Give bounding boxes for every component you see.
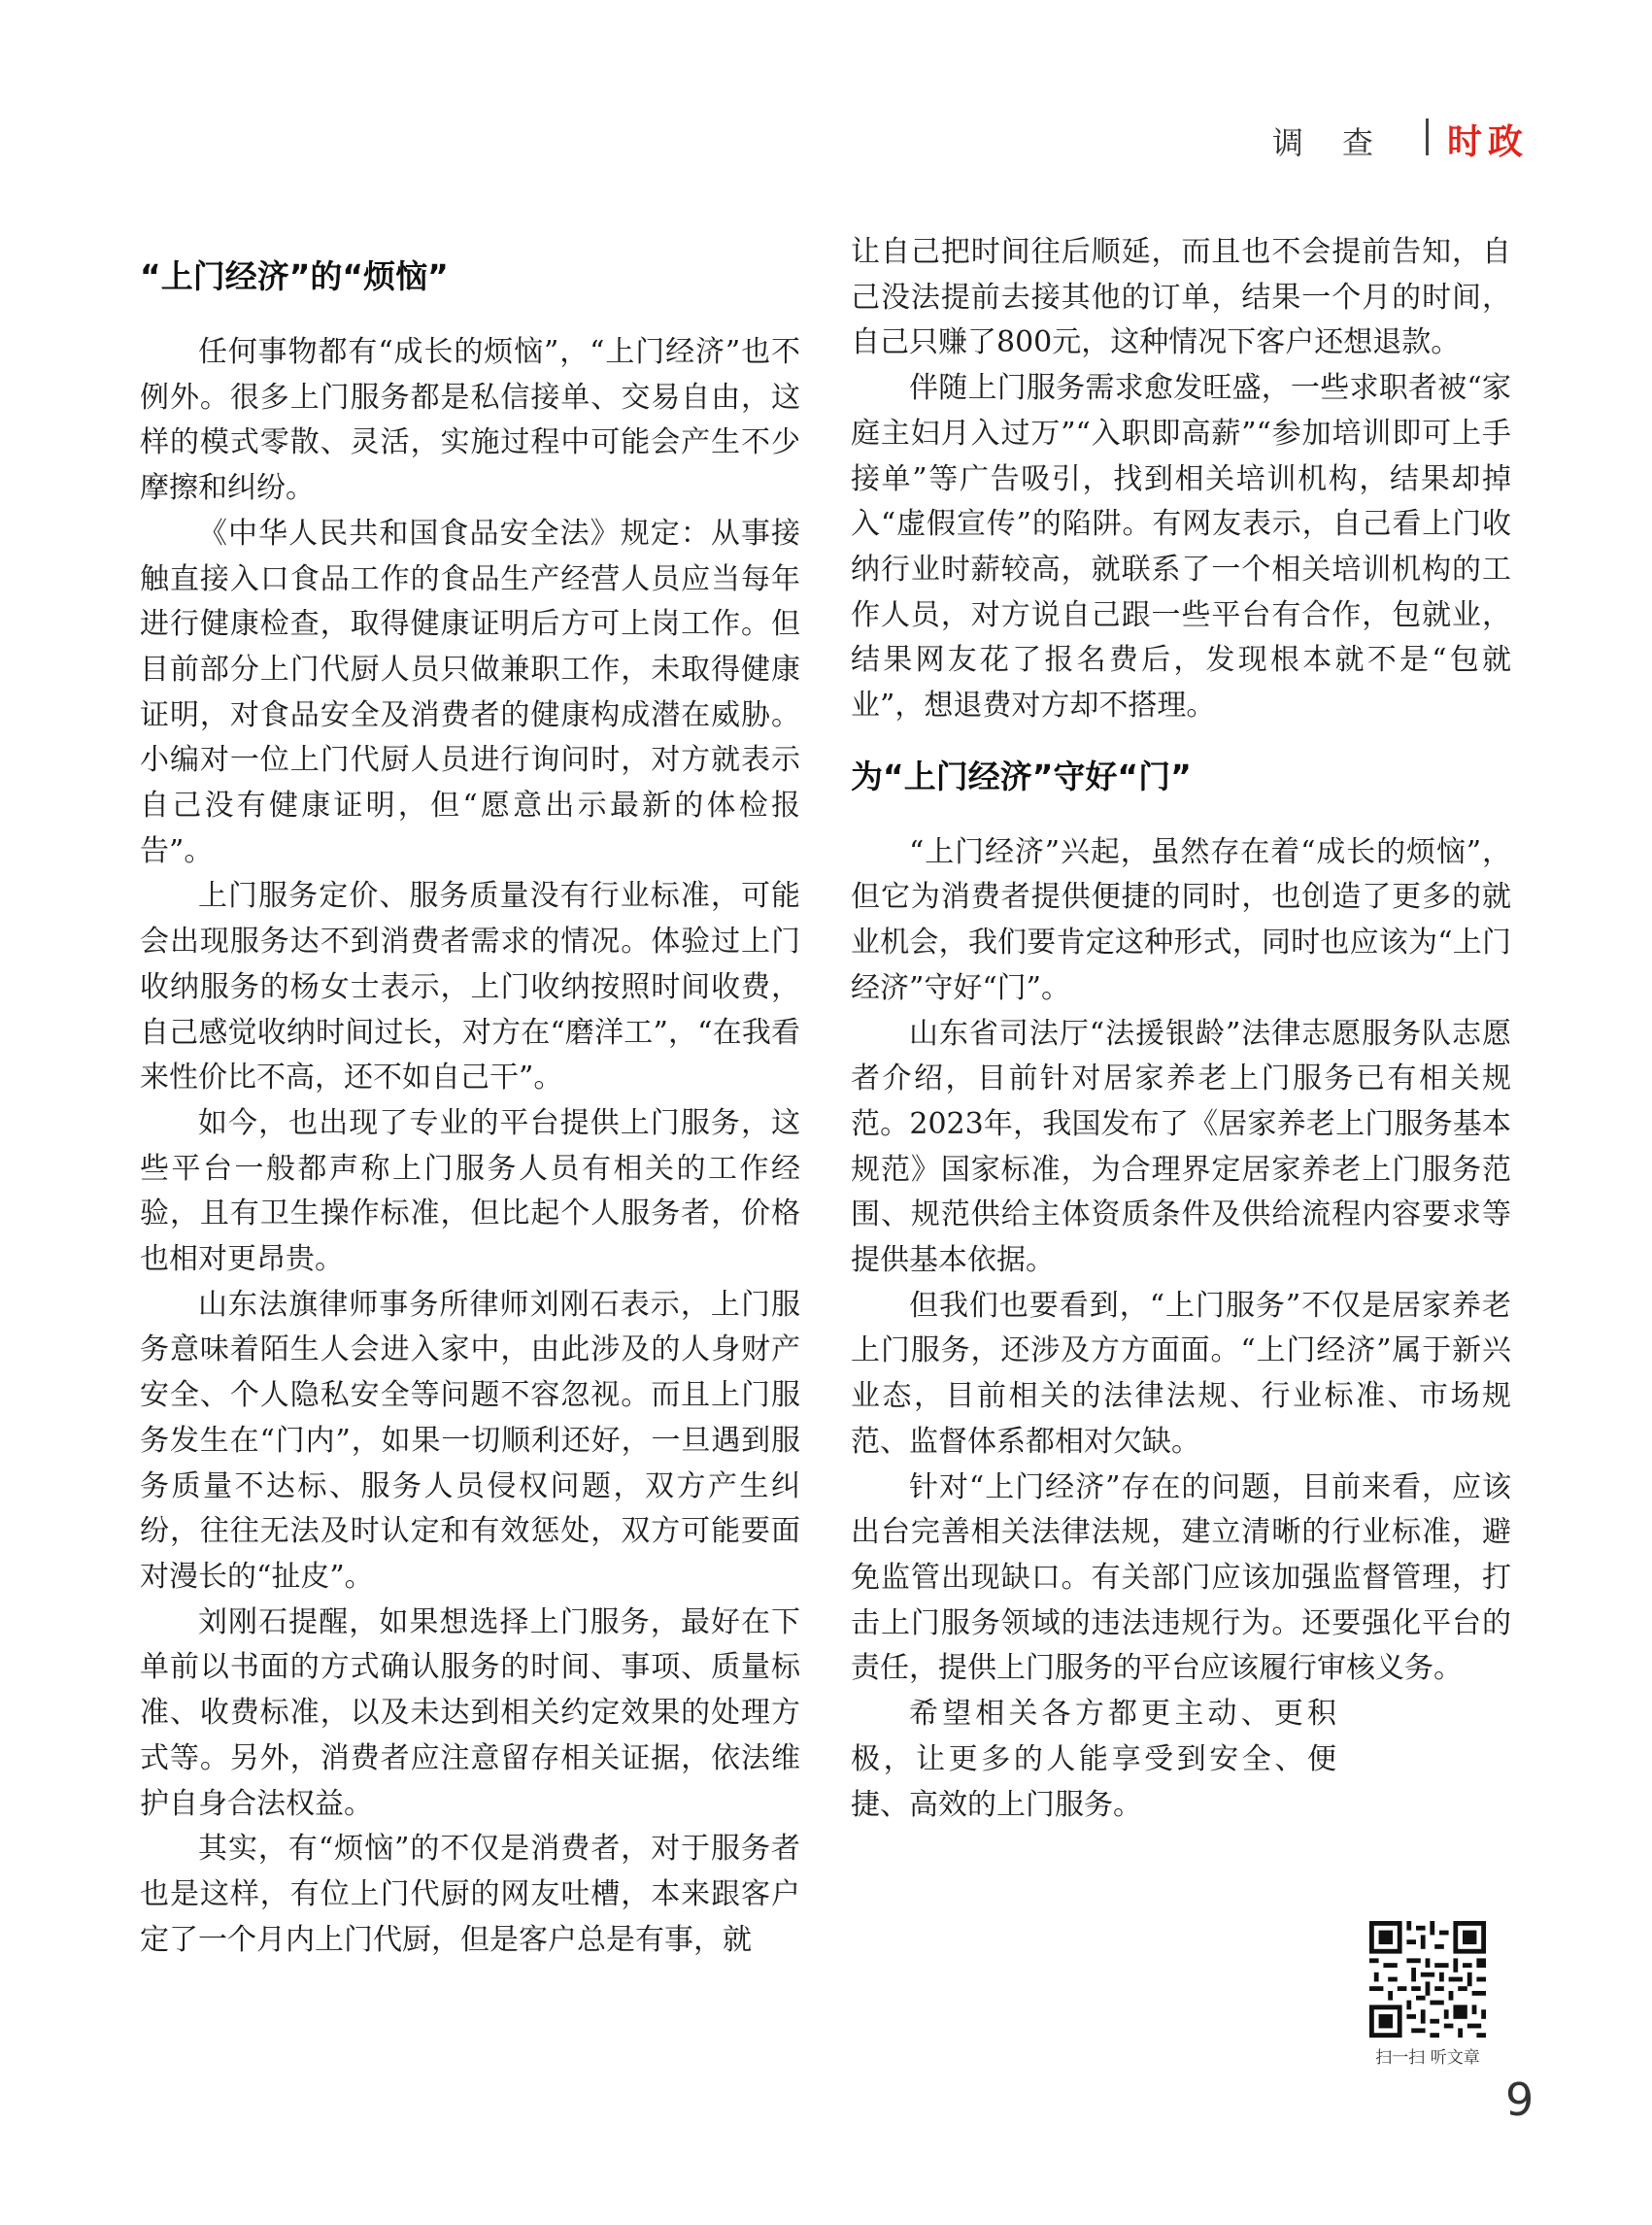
left-column: [140, 0, 800, 1963]
paragraph-closing: 希望相关各方都更主动、更积极，让更多的人能享受到安全、便捷、高效的上门服务。: [851, 1697, 1336, 1822]
paragraph: 山东省司法厅“法援银龄”法律志愿服务队志愿者介绍，目前针对居家养老上门服务已有相关规范。2023年，我国发布了《居家养老上门服务基本规范》国家标准，为合理界定居家养老上门服务范围、规范供给主体资质条件及供给流程内容要求等提供基本依据。: [851, 1016, 1511, 1278]
qr-caption: 扫一扫 听文章: [1375, 2048, 1480, 2068]
paragraph-continued: 让自己把时间往后顺延，而且也不会提前告知，自己没法提前去接其他的订单，结果一个月的时间，自己只赚了800元，这种情况下客户还想退款。: [851, 235, 1511, 360]
section-heading-guard: 为“上门经济”守好“门”: [851, 757, 1192, 795]
qr-code-icon: [1369, 1921, 1486, 2038]
paragraph: 针对“上门经济”存在的问题，目前来看，应该出台完善相关法律法规，建立清晰的行业标准，避免监管出现缺口。有关部门应该加强监督管理，打击上门服务领域的违法违规行为。还要强化平台的责任，提供上门服务的平台应该履行审核义务。: [851, 1469, 1511, 1686]
paragraph: 如今，也出现了专业的平台提供上门服务，这些平台一般都声称上门服务人员有相关的工作经验，且有卫生操作标准，但比起个人服务者，价格也相对更昂贵。: [140, 1105, 800, 1277]
section-heading-troubles: “上门经济”的“烦恼”: [140, 257, 449, 295]
qr-code-block: [1369, 1921, 1486, 2068]
paragraph: 上门服务定价、服务质量没有行业标准，可能会出现服务达不到消费者需求的情况。体验过上门收纳服务的杨女士表示，上门收纳按照时间收费，自己感觉收纳时间过长，对方在“磨洋工”，“在我看来性价比不高，还不如自己干”。: [140, 879, 800, 1096]
paragraph: 《中华人民共和国食品安全法》规定：从事接触直接入口食品工作的食品生产经营人员应当每年进行健康检查，取得健康证明后方可上岗工作。但目前部分上门代厨人员只做兼职工作，未取得健康证明，对食品安全及消费者的健康构成潜在威胁。小编对一位上门代厨人员进行询问时，对方就表示自己没有健康证明，但“愿意出示最新的体检报告”。: [140, 516, 800, 868]
header-section: 时政: [1447, 122, 1530, 162]
paragraph: 山东法旗律师事务所律师刘刚石表示，上门服务意味着陌生人会进入家中，由此涉及的人身财产安全、个人隐私安全等问题不容忽视。而且上门服务发生在“门内”，如果一切顺利还好，一旦遇到服务质量不达标、服务人员侵权问题，双方产生纠纷，往往无法及时认定和有效惩处，双方可能要面对漫长的“扯皮”。: [140, 1287, 800, 1594]
paragraph: 但我们也要看到，“上门服务”不仅是居家养老上门服务，还涉及方方面面。“上门经济”属于新兴业态，目前相关的法律法规、行业标准、市场规范、监督体系都相对欠缺。: [851, 1288, 1511, 1459]
header-category: 调查: [1272, 124, 1413, 161]
right-column: [851, 0, 1511, 1828]
paragraph: 任何事物都有“成长的烦恼”，“上门经济”也不例外。很多上门服务都是私信接单、交易自由，这样的模式零散、灵活，实施过程中可能会产生不少摩擦和纠纷。: [140, 335, 800, 506]
paragraph: 其实，有“烦恼”的不仅是消费者，对于服务者也是这样，有位上门代厨的网友吐槽，本来跟客户定了一个月内上门代厨，但是客户总是有事，就: [140, 1832, 800, 1957]
paragraph: 刘刚石提醒，如果想选择上门服务，最好在下单前以书面的方式确认服务的时间、事项、质量标准、收费标准，以及未达到相关约定效果的处理方式等。另外，消费者应注意留存相关证据，依法维护自身合法权益。: [140, 1604, 800, 1821]
paragraph: “上门经济”兴起，虽然存在着“成长的烦恼”，但它为消费者提供便捷的同时，也创造了更多的就业机会，我们要肯定这种形式，同时也应该为“上门经济”守好“门”。: [851, 834, 1511, 1005]
paragraph: 伴随上门服务需求愈发旺盛，一些求职者被“家庭主妇月入过万”“入职即高薪”“参加培训即可上手接单”等广告吸引，找到相关培训机构，结果却掉入“虚假宣传”的陷阱。有网友表示，自己看上门收纳行业时薪较高，就联系了一个相关培训机构的工作人员，对方说自己跟一些平台有合作，包就业，结果网友花了报名费后，发现根本就不是“包就业”，想退费对方却不搭理。: [851, 371, 1511, 724]
page-number: 9: [1505, 2073, 1534, 2126]
